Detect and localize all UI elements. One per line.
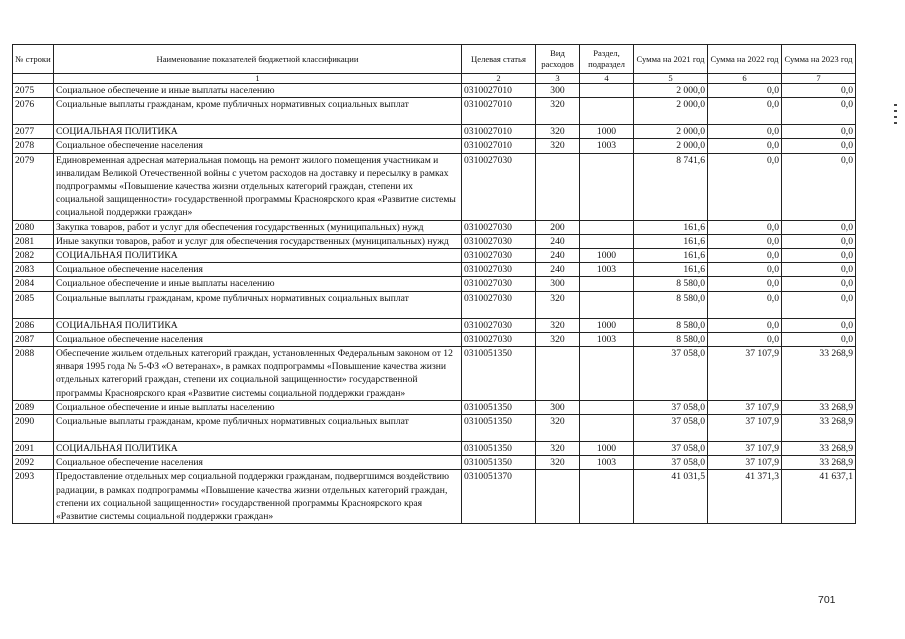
sum-2023: 33 268,9 [782, 347, 856, 401]
target-article: 0310027030 [462, 263, 536, 277]
scan-margin-marks [894, 104, 898, 128]
expense-type: 240 [536, 234, 580, 248]
row-number: 2079 [13, 153, 54, 220]
row-number: 2082 [13, 249, 54, 263]
section-code: 1000 [580, 318, 634, 332]
header-sum-2021: Сумма на 2021 год [634, 45, 708, 74]
section-code [580, 234, 634, 248]
sum-2023: 0,0 [782, 249, 856, 263]
table-row [13, 125, 856, 139]
target-article: 0310027030 [462, 277, 536, 291]
sum-2021: 37 058,0 [634, 442, 708, 456]
row-number: 2090 [13, 415, 54, 442]
sum-2023: 0,0 [782, 139, 856, 153]
row-number: 2087 [13, 332, 54, 346]
sum-2022: 37 107,9 [708, 456, 782, 470]
table-row [13, 470, 856, 524]
sum-2023: 0,0 [782, 84, 856, 98]
sum-2022: 0,0 [708, 234, 782, 248]
target-article: 0310027030 [462, 249, 536, 263]
row-number: 2085 [13, 291, 54, 318]
table-row [13, 456, 856, 470]
sum-2021: 41 031,5 [634, 470, 708, 524]
target-article: 0310027030 [462, 318, 536, 332]
target-article: 0310051350 [462, 400, 536, 414]
row-name: СОЦИАЛЬНАЯ ПОЛИТИКА [54, 125, 462, 139]
sum-2021: 8 580,0 [634, 318, 708, 332]
table-row [13, 249, 856, 263]
expense-type [536, 347, 580, 401]
sum-2021: 37 058,0 [634, 400, 708, 414]
section-code: 1003 [580, 456, 634, 470]
sum-2023: 0,0 [782, 125, 856, 139]
row-name: Социальное обеспечение населения [54, 139, 462, 153]
expense-type: 320 [536, 291, 580, 318]
section-code: 1000 [580, 249, 634, 263]
header-name: Наименование показателей бюджетной классификации [54, 45, 462, 74]
sum-2022: 37 107,9 [708, 400, 782, 414]
row-number: 2080 [13, 220, 54, 234]
expense-type: 240 [536, 263, 580, 277]
header-sum-2023: Сумма на 2023 год [782, 45, 856, 74]
row-number: 2092 [13, 456, 54, 470]
sum-2022: 0,0 [708, 263, 782, 277]
page-number: 701 [818, 594, 836, 606]
row-number: 2086 [13, 318, 54, 332]
column-number: 3 [536, 74, 580, 84]
row-name: Социальное обеспечение населения [54, 456, 462, 470]
sum-2021: 8 741,6 [634, 153, 708, 220]
sum-2021: 161,6 [634, 234, 708, 248]
sum-2021: 2 000,0 [634, 139, 708, 153]
table-row [13, 98, 856, 125]
header-section: Раздел, подраздел [580, 45, 634, 74]
sum-2021: 37 058,0 [634, 347, 708, 401]
row-name: Социальные выплаты гражданам, кроме публичных нормативных социальных выплат [54, 415, 462, 442]
section-code: 1000 [580, 125, 634, 139]
table-row [13, 415, 856, 442]
target-article: 0310051350 [462, 347, 536, 401]
row-name: Закупка товаров, работ и услуг для обеспечения государственных (муниципальных) нужд [54, 220, 462, 234]
column-number: 7 [782, 74, 856, 84]
row-number: 2091 [13, 442, 54, 456]
row-name: Социальное обеспечение и иные выплаты населению [54, 84, 462, 98]
section-code: 1000 [580, 442, 634, 456]
row-number: 2077 [13, 125, 54, 139]
row-number: 2075 [13, 84, 54, 98]
table-row [13, 332, 856, 346]
expense-type: 320 [536, 456, 580, 470]
section-code [580, 415, 634, 442]
expense-type: 320 [536, 98, 580, 125]
sum-2022: 0,0 [708, 84, 782, 98]
sum-2022: 0,0 [708, 332, 782, 346]
expense-type [536, 153, 580, 220]
table-row [13, 153, 856, 220]
sum-2021: 37 058,0 [634, 415, 708, 442]
sum-2021: 8 580,0 [634, 291, 708, 318]
expense-type: 320 [536, 139, 580, 153]
column-number: 1 [54, 74, 462, 84]
section-code [580, 470, 634, 524]
sum-2021: 161,6 [634, 263, 708, 277]
sum-2022: 0,0 [708, 291, 782, 318]
sum-2023: 0,0 [782, 291, 856, 318]
sum-2023: 0,0 [782, 153, 856, 220]
expense-type: 300 [536, 400, 580, 414]
target-article: 0310027010 [462, 139, 536, 153]
target-article: 0310027010 [462, 98, 536, 125]
expense-type: 320 [536, 442, 580, 456]
expense-type: 320 [536, 332, 580, 346]
sum-2023: 33 268,9 [782, 400, 856, 414]
header-row [13, 45, 856, 74]
row-number: 2078 [13, 139, 54, 153]
sum-2022: 0,0 [708, 220, 782, 234]
row-name: Иные закупки товаров, работ и услуг для обеспечения государственных (муниципальных) нужд [54, 234, 462, 248]
row-name: Единовременная адресная материальная помощь на ремонт жилого помещения участникам и инвалидам Великой Отечественной войны с учетом расходов на доставку и пересылку в рамках подпрограммы «Повышение качества жизни отдельных категорий граждан, степени их социальной защищенности» государственной программы Красноярского края «Развитие системы социальной поддержки граждан» [54, 153, 462, 220]
section-code [580, 98, 634, 125]
table-row [13, 234, 856, 248]
target-article: 0310027010 [462, 125, 536, 139]
expense-type: 240 [536, 249, 580, 263]
row-name: Обеспечение жильем отдельных категорий граждан, установленных Федеральным законом от 12 января 1995 года № 5-ФЗ «О ветеранах», в рамках подпрограммы «Повышение качества жизни отдельных категорий граждан, степени их социальной защищенности» государственной программы Красноярского края «Развитие системы социальной поддержки граждан» [54, 347, 462, 401]
table-row [13, 84, 856, 98]
sum-2023: 0,0 [782, 220, 856, 234]
table-row [13, 277, 856, 291]
sum-2022: 41 371,3 [708, 470, 782, 524]
row-name: Социальное обеспечение и иные выплаты населению [54, 400, 462, 414]
target-article: 0310051350 [462, 415, 536, 442]
column-number: 2 [462, 74, 536, 84]
header-expense-type: Вид расходов [536, 45, 580, 74]
section-code [580, 153, 634, 220]
row-name: СОЦИАЛЬНАЯ ПОЛИТИКА [54, 318, 462, 332]
row-name: Социальное обеспечение населения [54, 263, 462, 277]
sum-2023: 41 637,1 [782, 470, 856, 524]
row-name: Социальное обеспечение и иные выплаты населению [54, 277, 462, 291]
row-number: 2084 [13, 277, 54, 291]
row-number: 2089 [13, 400, 54, 414]
header-sum-2022: Сумма на 2022 год [708, 45, 782, 74]
column-number: 4 [580, 74, 634, 84]
row-name: Предоставление отдельных мер социальной поддержки гражданам, подвергшимся воздействию радиации, в рамках подпрограммы «Повышение качества жизни отдельных категорий граждан, степени их социальной защищенности» государственной программы Красноярского края «Развитие системы социальной поддержки граждан» [54, 470, 462, 524]
sum-2022: 37 107,9 [708, 415, 782, 442]
row-name: Социальные выплаты гражданам, кроме публичных нормативных социальных выплат [54, 98, 462, 125]
sum-2023: 0,0 [782, 98, 856, 125]
sum-2021: 2 000,0 [634, 98, 708, 125]
row-number: 2088 [13, 347, 54, 401]
row-name: СОЦИАЛЬНАЯ ПОЛИТИКА [54, 442, 462, 456]
table-row [13, 263, 856, 277]
table-row [13, 347, 856, 401]
expense-type: 300 [536, 84, 580, 98]
sum-2022: 37 107,9 [708, 347, 782, 401]
header-target-article: Целевая статья [462, 45, 536, 74]
sum-2023: 33 268,9 [782, 415, 856, 442]
column-number: 5 [634, 74, 708, 84]
row-number: 2076 [13, 98, 54, 125]
section-code [580, 291, 634, 318]
section-code [580, 220, 634, 234]
expense-type: 320 [536, 125, 580, 139]
sum-2022: 0,0 [708, 98, 782, 125]
sum-2021: 8 580,0 [634, 332, 708, 346]
column-number-row [13, 74, 856, 84]
sum-2023: 0,0 [782, 332, 856, 346]
sum-2021: 8 580,0 [634, 277, 708, 291]
target-article: 0310027030 [462, 153, 536, 220]
header-row-number: № строки [13, 45, 54, 74]
target-article: 0310027010 [462, 84, 536, 98]
sum-2023: 0,0 [782, 318, 856, 332]
section-code [580, 277, 634, 291]
expense-type: 200 [536, 220, 580, 234]
sum-2022: 0,0 [708, 139, 782, 153]
expense-type: 300 [536, 277, 580, 291]
table-row [13, 220, 856, 234]
sum-2023: 0,0 [782, 234, 856, 248]
section-code: 1003 [580, 139, 634, 153]
target-article: 0310051350 [462, 442, 536, 456]
sum-2022: 0,0 [708, 249, 782, 263]
row-name: СОЦИАЛЬНАЯ ПОЛИТИКА [54, 249, 462, 263]
sum-2022: 0,0 [708, 277, 782, 291]
sum-2023: 0,0 [782, 277, 856, 291]
target-article: 0310027030 [462, 234, 536, 248]
section-code: 1003 [580, 332, 634, 346]
sum-2022: 0,0 [708, 318, 782, 332]
target-article: 0310027030 [462, 332, 536, 346]
section-code [580, 84, 634, 98]
table-row [13, 318, 856, 332]
sum-2021: 161,6 [634, 220, 708, 234]
sum-2021: 161,6 [634, 249, 708, 263]
row-number: 2093 [13, 470, 54, 524]
column-number [13, 74, 54, 84]
row-number: 2081 [13, 234, 54, 248]
expense-type [536, 470, 580, 524]
target-article: 0310051350 [462, 456, 536, 470]
target-article: 0310051370 [462, 470, 536, 524]
column-number: 6 [708, 74, 782, 84]
sum-2023: 33 268,9 [782, 456, 856, 470]
table-row [13, 400, 856, 414]
target-article: 0310027030 [462, 220, 536, 234]
row-name: Социальные выплаты гражданам, кроме публичных нормативных социальных выплат [54, 291, 462, 318]
sum-2021: 2 000,0 [634, 84, 708, 98]
table-row [13, 291, 856, 318]
table-row [13, 139, 856, 153]
sum-2021: 2 000,0 [634, 125, 708, 139]
section-code [580, 347, 634, 401]
target-article: 0310027030 [462, 291, 536, 318]
table-row [13, 442, 856, 456]
section-code [580, 400, 634, 414]
sum-2023: 0,0 [782, 263, 856, 277]
sum-2021: 37 058,0 [634, 456, 708, 470]
sum-2023: 33 268,9 [782, 442, 856, 456]
row-number: 2083 [13, 263, 54, 277]
row-name: Социальное обеспечение населения [54, 332, 462, 346]
expense-type: 320 [536, 318, 580, 332]
section-code: 1003 [580, 263, 634, 277]
budget-table [12, 44, 856, 524]
sum-2022: 37 107,9 [708, 442, 782, 456]
sum-2022: 0,0 [708, 125, 782, 139]
sum-2022: 0,0 [708, 153, 782, 220]
expense-type: 320 [536, 415, 580, 442]
